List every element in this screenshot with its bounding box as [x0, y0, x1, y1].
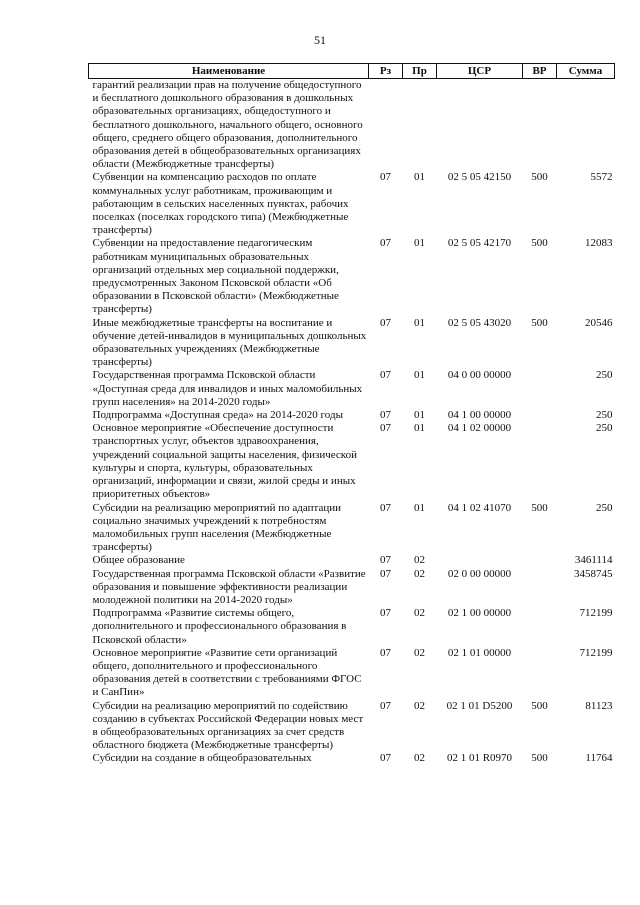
- row-rz: 07: [380, 699, 391, 712]
- row-rz: 07: [380, 409, 391, 422]
- row-vr: [523, 568, 557, 608]
- row-pr: 02: [414, 554, 425, 567]
- table-row: [89, 79, 615, 172]
- row-csr: [437, 79, 523, 172]
- table-row: [89, 700, 615, 753]
- row-vr: 500: [531, 501, 548, 514]
- table-row: [89, 752, 615, 765]
- row-name: Основное мероприятие «Обеспечение доступности транспортных услуг, объектов здравоохранения, учреждений социальной защиты населения, физической культуры и спорта, культуры, образовательных организаций, информации и связи, жилой среды и иных приоритетных объектов»: [92, 422, 357, 501]
- table-row: [89, 554, 615, 567]
- row-csr: 04 1 02 00000: [447, 422, 512, 435]
- row-name: Субсидии на реализацию мероприятий по содействию созданию в субъектах Российской Федерации новых мест в общеобразовательных организациях за счет средств областного бюджета (Межбюджетные трансферты): [92, 699, 364, 752]
- table-row: [89, 647, 615, 700]
- row-sum: 81123: [585, 699, 613, 712]
- row-name: Государственная программа Псковской области «Развитие образования и повышение эффективности реализации молодежной политики на 2014-2020 годы»: [92, 567, 366, 606]
- table-row: [89, 317, 615, 370]
- row-name: Основное мероприятие «Развитие сети организаций общего, дополнительного и профессионального образования детей в соответствии с требованиями ФГОС и СанПин»: [92, 646, 362, 699]
- table-row: [89, 409, 615, 422]
- row-vr: [523, 369, 557, 409]
- header-sum: Сумма: [557, 64, 615, 79]
- row-pr: 02: [414, 699, 425, 712]
- row-rz: 07: [380, 237, 391, 250]
- row-pr: 01: [414, 171, 425, 184]
- table-row: [89, 607, 615, 647]
- header-csr: ЦСР: [437, 64, 523, 79]
- row-pr: 02: [414, 607, 425, 620]
- row-sum: 11764: [585, 752, 613, 765]
- table-row: [89, 422, 615, 501]
- row-sum: 250: [596, 409, 613, 422]
- row-sum: 5572: [590, 171, 613, 184]
- row-vr: [523, 647, 557, 700]
- table-body: [89, 79, 615, 766]
- row-name: Государственная программа Псковской области «Доступная среда для инвалидов и иных маломобильных групп населения» на 2014-2020 годы»: [92, 369, 363, 408]
- row-vr: [523, 79, 557, 172]
- table-header: [89, 64, 615, 79]
- row-csr: 02 5 05 42150: [447, 171, 512, 184]
- row-rz: 07: [380, 567, 391, 580]
- row-name: Субвенции на компенсацию расходов по оплате коммунальных услуг работникам, проживающим и работающим в сельских населенных пунктах, рабочих поселках (поселках городского типа) (Межбюджетные трансферты): [92, 171, 349, 237]
- row-name: Субсидии на реализацию мероприятий по адаптации социально значимых учреждений к потребностям маломобильных групп населения (Межбюджетные трансферты): [92, 501, 341, 554]
- row-sum: 250: [596, 422, 613, 435]
- row-pr: 01: [414, 409, 425, 422]
- row-csr: 02 1 01 D5200: [446, 699, 513, 712]
- header-vr: ВР: [523, 64, 557, 79]
- row-vr: 500: [531, 237, 548, 250]
- row-csr: 02 0 00 00000: [447, 567, 512, 580]
- row-rz: 07: [380, 646, 391, 659]
- row-vr: [523, 607, 557, 647]
- row-vr: 500: [531, 316, 548, 329]
- row-csr: 02 1 00 00000: [447, 607, 512, 620]
- header-pr: Пр: [403, 64, 437, 79]
- row-pr: 01: [414, 237, 425, 250]
- row-rz: [369, 79, 403, 172]
- row-name: Субвенции на предоставление педагогическим работникам муниципальных образовательных организаций отдельных мер социальной поддержки, предусмотренных Законом Псковской области «Об образовании в Псковской области» (Межбюджетные трансферты): [92, 237, 339, 316]
- header-row: [89, 64, 615, 79]
- row-pr: 02: [414, 752, 425, 765]
- row-sum: 250: [596, 501, 613, 514]
- row-name: гарантий реализации прав на получение общедоступного и бесплатного дошкольного образования в дошкольных образовательных организациях, общедоступного и бесплатного дошкольного, начального общего, основного общего, среднего общего образования, дополнительного образования детей в общеобразовательных организациях области (Межбюджетные трансферты): [92, 79, 363, 171]
- row-name: Общее образование: [92, 554, 185, 567]
- budget-table: [88, 63, 615, 766]
- row-csr: 02 1 01 R0970: [446, 752, 513, 765]
- row-sum: 712199: [579, 607, 613, 620]
- row-name: Подпрограмма «Доступная среда» на 2014-2020 годы: [92, 409, 343, 422]
- row-pr: [403, 79, 437, 172]
- table-row: [89, 502, 615, 555]
- row-pr: 01: [414, 316, 425, 329]
- table-row: [89, 237, 615, 316]
- row-vr: [523, 409, 557, 422]
- row-vr: 500: [531, 171, 548, 184]
- table-row: [89, 171, 615, 237]
- row-pr: 01: [414, 369, 425, 382]
- row-pr: 02: [414, 567, 425, 580]
- row-csr: 04 1 00 00000: [447, 409, 512, 422]
- row-sum: 3461114: [574, 554, 613, 567]
- row-csr: 02 5 05 43020: [447, 316, 512, 329]
- row-csr: [437, 554, 523, 567]
- row-pr: 01: [414, 501, 425, 514]
- header-rz: Рз: [369, 64, 403, 79]
- row-rz: 07: [380, 316, 391, 329]
- page-number: 51: [314, 33, 326, 47]
- row-csr: 02 1 01 00000: [447, 646, 512, 659]
- row-name: Иные межбюджетные трансферты на воспитание и обучение детей-инвалидов в муниципальных дошкольных образовательных учреждениях (Межбюджетные трансферты): [92, 316, 367, 369]
- row-vr: 500: [531, 699, 548, 712]
- row-rz: 07: [380, 369, 391, 382]
- row-pr: 02: [414, 646, 425, 659]
- row-rz: 07: [380, 554, 391, 567]
- row-sum: 20546: [585, 316, 613, 329]
- row-vr: [523, 554, 557, 567]
- row-rz: 07: [380, 171, 391, 184]
- row-vr: [523, 422, 557, 501]
- row-name: Субсидии на создание в общеобразовательных: [92, 752, 312, 765]
- row-csr: 02 5 05 42170: [447, 237, 512, 250]
- row-sum: [557, 79, 615, 172]
- row-sum: 3458745: [574, 567, 613, 580]
- table-row: [89, 369, 615, 409]
- row-sum: 250: [596, 369, 613, 382]
- row-csr: 04 0 00 00000: [447, 369, 512, 382]
- row-csr: 04 1 02 41070: [447, 501, 512, 514]
- row-rz: 07: [380, 501, 391, 514]
- row-rz: 07: [380, 422, 391, 435]
- header-name: Наименование: [89, 64, 369, 79]
- row-sum: 12083: [585, 237, 613, 250]
- row-sum: 712199: [579, 646, 613, 659]
- row-rz: 07: [380, 607, 391, 620]
- row-rz: 07: [380, 752, 391, 765]
- row-name: Подпрограмма «Развитие системы общего, дополнительного и профессионального образования в Псковской области»: [92, 607, 347, 646]
- row-pr: 01: [414, 422, 425, 435]
- row-vr: 500: [531, 752, 548, 765]
- table-row: [89, 568, 615, 608]
